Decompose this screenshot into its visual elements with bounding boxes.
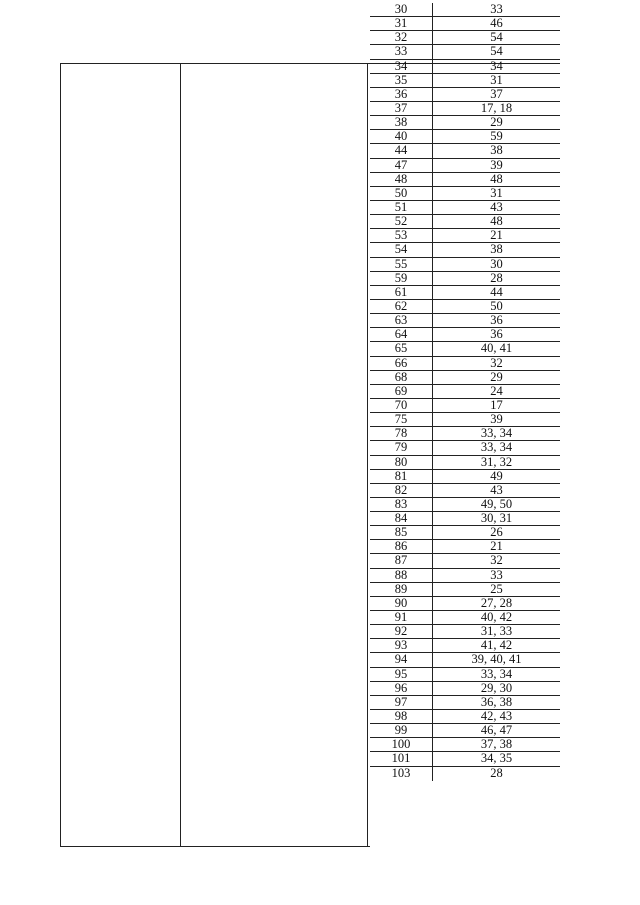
row-value-cell: 42, 43 — [480, 709, 513, 724]
row-number-cell: 80 — [370, 456, 433, 469]
table-row — [370, 512, 560, 526]
table-row — [370, 413, 560, 427]
table-row — [370, 243, 560, 257]
table-row — [370, 130, 560, 144]
row-value-cell: 43 — [490, 482, 503, 497]
row-number-cell: 92 — [370, 625, 433, 638]
row-number-cell: 55 — [370, 258, 433, 271]
row-number-cell: 100 — [370, 738, 433, 751]
table-row — [370, 229, 560, 243]
row-number-cell: 53 — [370, 229, 433, 242]
row-value-cell: 54 — [490, 30, 503, 45]
row-number-cell: 30 — [370, 3, 433, 16]
table-row — [370, 752, 560, 766]
row-number-cell: 70 — [370, 399, 433, 412]
row-value-cell: 21 — [490, 228, 503, 243]
row-number-cell: 69 — [370, 385, 433, 398]
row-number-cell: 61 — [370, 286, 433, 299]
table-row — [370, 371, 560, 385]
row-value-cell: 32 — [490, 553, 503, 568]
table-row — [370, 738, 560, 752]
table-row — [370, 625, 560, 639]
row-number-cell: 62 — [370, 300, 433, 313]
row-value-cell: 17 — [490, 397, 503, 412]
table-row — [370, 3, 560, 17]
table-row — [370, 215, 560, 229]
row-value-cell: 30, 31 — [480, 511, 513, 526]
table-row — [370, 583, 560, 597]
row-value-cell: 28 — [490, 765, 503, 780]
table-row — [370, 342, 560, 356]
table-row — [370, 328, 560, 342]
table-row — [370, 639, 560, 653]
table-row — [370, 116, 560, 130]
table-row — [370, 173, 560, 187]
row-value-cell: 29, 30 — [480, 680, 513, 695]
row-value-cell: 25 — [490, 581, 503, 596]
row-value-cell: 26 — [490, 525, 503, 540]
table-bottom-border — [60, 846, 370, 847]
table-row — [370, 45, 560, 59]
row-number-cell: 37 — [370, 102, 433, 115]
table-row — [370, 696, 560, 710]
table-row — [370, 258, 560, 272]
row-number-cell: 59 — [370, 272, 433, 285]
row-number-cell: 86 — [370, 540, 433, 553]
row-value-cell: 29 — [490, 369, 503, 384]
row-value-cell: 59 — [490, 129, 503, 144]
row-value-cell: 33, 34 — [480, 440, 513, 455]
row-value-cell: 39, 40, 41 — [471, 652, 522, 667]
table-row — [370, 682, 560, 696]
row-number-cell: 54 — [370, 243, 433, 256]
row-number-cell: 89 — [370, 583, 433, 596]
row-number-cell: 82 — [370, 484, 433, 497]
row-number-cell: 40 — [370, 130, 433, 143]
table-row — [370, 159, 560, 173]
number-table — [370, 3, 560, 781]
table-row — [370, 724, 560, 738]
row-number-cell: 78 — [370, 427, 433, 440]
row-value-cell: 31, 33 — [480, 624, 513, 639]
row-value-cell: 46, 47 — [480, 723, 513, 738]
table-row — [370, 17, 560, 31]
row-number-cell: 81 — [370, 470, 433, 483]
row-number-cell: 31 — [370, 17, 433, 30]
row-value-cell: 28 — [490, 270, 503, 285]
row-value-cell: 37 — [490, 86, 503, 101]
row-value-cell: 38 — [490, 143, 503, 158]
row-number-cell: 64 — [370, 328, 433, 341]
row-number-cell: 66 — [370, 357, 433, 370]
row-value-cell: 49, 50 — [480, 496, 513, 511]
row-value-cell: 27, 28 — [480, 595, 513, 610]
row-value-cell: 49 — [490, 468, 503, 483]
table-row — [370, 399, 560, 413]
row-number-cell: 99 — [370, 724, 433, 737]
row-value-cell: 36 — [490, 327, 503, 342]
row-value-cell: 33 — [490, 567, 503, 582]
row-value-cell: 17, 18 — [480, 100, 513, 115]
table-row — [370, 668, 560, 682]
table-row — [370, 653, 560, 667]
row-value-cell: 54 — [490, 44, 503, 59]
row-value-cell: 48 — [490, 214, 503, 229]
table-row — [370, 357, 560, 371]
table-row — [370, 611, 560, 625]
row-value-cell: 38 — [490, 242, 503, 257]
row-number-cell: 65 — [370, 342, 433, 355]
table-row — [370, 74, 560, 88]
row-value-cell: 31, 32 — [480, 454, 513, 469]
row-number-cell: 91 — [370, 611, 433, 624]
row-number-cell: 101 — [370, 752, 433, 765]
row-number-cell: 63 — [370, 314, 433, 327]
row-number-cell: 103 — [370, 767, 433, 781]
row-number-cell: 50 — [370, 187, 433, 200]
row-value-cell: 48 — [490, 171, 503, 186]
table-row — [370, 554, 560, 568]
table-row — [370, 597, 560, 611]
row-number-cell: 35 — [370, 74, 433, 87]
row-number-cell: 79 — [370, 441, 433, 454]
row-number-cell: 98 — [370, 710, 433, 723]
row-number-cell: 93 — [370, 639, 433, 652]
table-row — [370, 456, 560, 470]
row-value-cell: 43 — [490, 199, 503, 214]
row-value-cell: 44 — [490, 284, 503, 299]
table-row — [370, 540, 560, 554]
table-row — [370, 314, 560, 328]
table-row — [370, 60, 560, 74]
table-row — [370, 286, 560, 300]
row-number-cell: 36 — [370, 88, 433, 101]
row-value-cell: 46 — [490, 16, 503, 31]
row-value-cell: 37, 38 — [480, 737, 513, 752]
column-divider-2 — [367, 63, 368, 846]
row-value-cell: 34 — [490, 58, 503, 73]
row-value-cell: 39 — [490, 157, 503, 172]
table-row — [370, 300, 560, 314]
row-value-cell: 40, 42 — [480, 610, 513, 625]
row-value-cell: 33, 34 — [480, 426, 513, 441]
row-number-cell: 84 — [370, 512, 433, 525]
row-value-cell: 33 — [490, 2, 503, 16]
row-value-cell: 39 — [490, 412, 503, 427]
table-row — [370, 272, 560, 286]
row-number-cell: 94 — [370, 653, 433, 666]
row-number-cell: 85 — [370, 526, 433, 539]
row-value-cell: 30 — [490, 256, 503, 271]
row-value-cell: 40, 41 — [480, 341, 513, 356]
row-number-cell: 44 — [370, 144, 433, 157]
row-value-cell: 50 — [490, 298, 503, 313]
row-value-cell: 41, 42 — [480, 638, 513, 653]
row-number-cell: 52 — [370, 215, 433, 228]
row-number-cell: 97 — [370, 696, 433, 709]
row-value-cell: 34, 35 — [480, 751, 513, 766]
row-number-cell: 96 — [370, 682, 433, 695]
table-row — [370, 427, 560, 441]
row-number-cell: 33 — [370, 45, 433, 58]
row-number-cell: 38 — [370, 116, 433, 129]
row-number-cell: 87 — [370, 554, 433, 567]
row-value-cell: 36, 38 — [480, 694, 513, 709]
table-row — [370, 498, 560, 512]
row-number-cell: 75 — [370, 413, 433, 426]
row-number-cell: 83 — [370, 498, 433, 511]
row-value-cell: 36 — [490, 313, 503, 328]
row-number-cell: 48 — [370, 173, 433, 186]
row-number-cell: 32 — [370, 31, 433, 44]
table-row — [370, 484, 560, 498]
row-value-cell: 24 — [490, 383, 503, 398]
row-value-cell: 32 — [490, 355, 503, 370]
row-number-cell: 95 — [370, 668, 433, 681]
row-number-cell: 51 — [370, 201, 433, 214]
row-number-cell: 68 — [370, 371, 433, 384]
table-row — [370, 569, 560, 583]
row-value-cell: 29 — [490, 115, 503, 130]
table-row — [370, 187, 560, 201]
column-divider-1 — [180, 63, 181, 846]
table-row — [370, 201, 560, 215]
row-number-cell: 90 — [370, 597, 433, 610]
table-row — [370, 144, 560, 158]
table-row — [370, 385, 560, 399]
table-row — [370, 441, 560, 455]
row-number-cell: 47 — [370, 159, 433, 172]
table-row — [370, 31, 560, 45]
row-value-cell: 31 — [490, 185, 503, 200]
table-row — [370, 767, 560, 781]
table-row — [370, 102, 560, 116]
table-row — [370, 470, 560, 484]
row-value-cell: 21 — [490, 539, 503, 554]
table-row — [370, 88, 560, 102]
table-row — [370, 526, 560, 540]
row-number-cell: 34 — [370, 60, 433, 73]
row-value-cell: 33, 34 — [480, 666, 513, 681]
table-row — [370, 710, 560, 724]
row-number-cell: 88 — [370, 569, 433, 582]
table-left-border — [60, 63, 61, 846]
row-value-cell: 31 — [490, 72, 503, 87]
